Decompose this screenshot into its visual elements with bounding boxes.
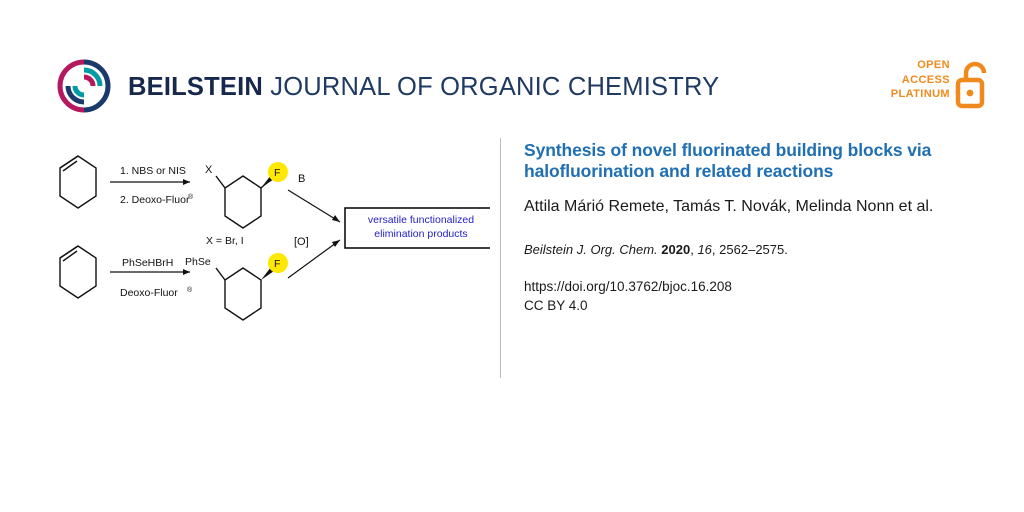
column-divider: [500, 138, 501, 378]
journal-name-light: JOURNAL OF ORGANIC CHEMISTRY: [270, 73, 720, 101]
open-access-line1: OPEN: [917, 59, 950, 71]
reagent-bottom-2-sup: ®: [187, 287, 193, 294]
open-access-line2: ACCESS: [901, 73, 950, 86]
label-x: X: [205, 164, 213, 176]
reaction-scheme-figure: [40, 130, 490, 330]
citation-year: 2020: [661, 242, 691, 257]
article-metadata: [524, 140, 984, 315]
citation-pages: 2562–2575.: [719, 242, 788, 257]
reagent-bottom-2: Deoxo-Fluor: [120, 287, 178, 299]
citation-journal: Beilstein J. Org. Chem.: [524, 242, 658, 257]
path-label-b: B: [298, 173, 306, 185]
journal-wordmark: [128, 73, 719, 102]
reagent-bottom-1: PhSeHBrH: [122, 257, 174, 269]
label-x-definition: X = Br, I: [206, 235, 244, 247]
article-doi[interactable]: https://doi.org/10.3762/bjoc.16.208: [524, 279, 732, 294]
open-access-badge: [889, 58, 994, 114]
label-f-bottom: F: [274, 258, 281, 270]
product-box-line2: elimination products: [374, 228, 468, 240]
page-header: [0, 0, 1024, 128]
reagent-top-2-sup: ®: [188, 194, 194, 201]
reagent-top-1: 1. NBS or NIS: [120, 165, 186, 177]
beilstein-spiral-logo-icon: [56, 58, 112, 114]
journal-name-bold: BEILSTEIN: [128, 73, 263, 101]
article-title: Synthesis of novel fluorinated building blocks via halofluorination and related reactions: [524, 140, 932, 181]
path-label-oxidation: [O]: [294, 236, 309, 248]
article-citation: Beilstein J. Org. Chem. 2020, 16, 2562–2575.: [524, 242, 788, 257]
label-f-top: F: [274, 167, 281, 179]
citation-volume: 16: [697, 242, 712, 257]
reagent-top-2: 2. Deoxo-Fluor: [120, 194, 190, 206]
reaction-scheme-svg: [40, 130, 490, 330]
label-phse: PhSe: [185, 256, 211, 268]
open-lock-icon: [954, 60, 994, 110]
open-access-line3: PLATINUM: [890, 88, 950, 100]
article-authors: Attila Márió Remete, Tamás T. Novák, Melinda Nonn et al.: [524, 198, 934, 215]
product-box-line1: versatile functionalized: [367, 214, 475, 226]
article-license: CC BY 4.0: [524, 298, 588, 313]
open-access-text: [891, 58, 950, 102]
